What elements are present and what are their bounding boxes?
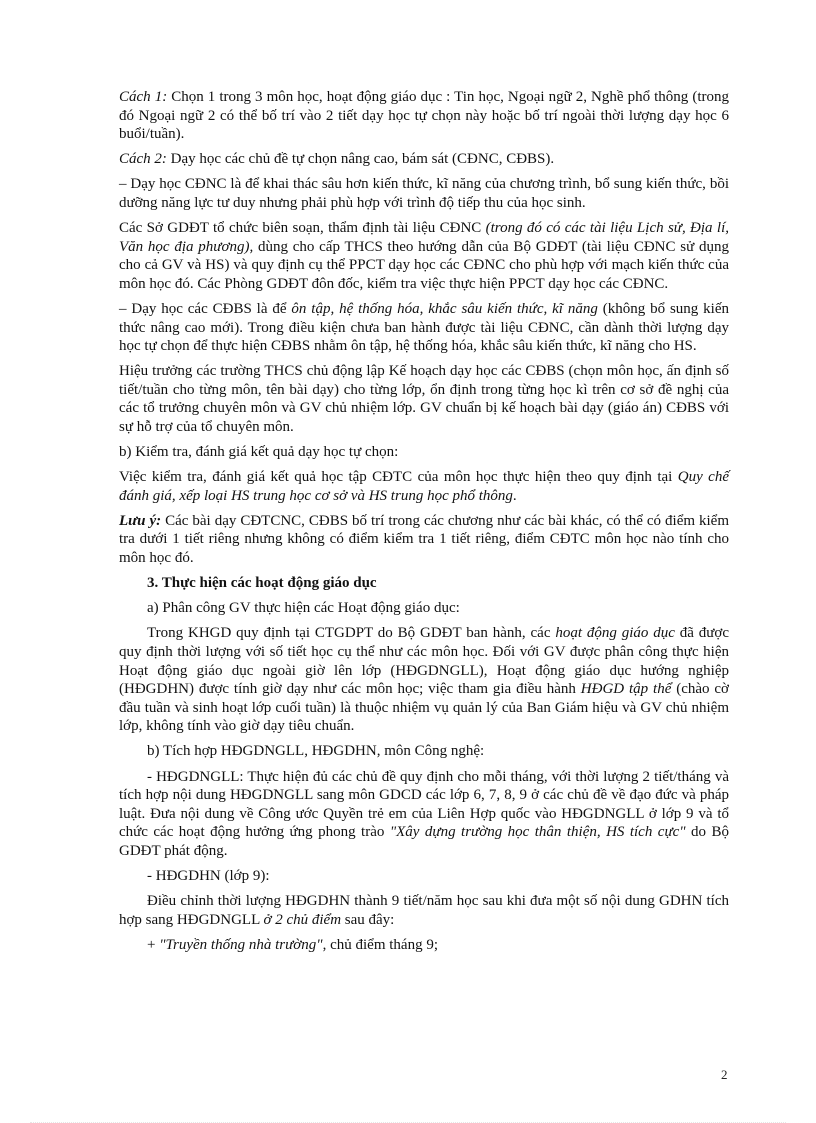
paragraph-hdgdhn-adjust [119,892,729,929]
text-run: , chủ điểm tháng 9; [322,936,438,953]
text-run: do Bộ GDĐT phát động. [119,824,729,859]
text-run: + [147,936,160,953]
paragraph-teacher-assignment-heading: a) Phân công GV thực hiện các Hoạt động giáo dục: [147,600,460,617]
cach-2-label: Cách 2: [119,151,167,168]
page-body [119,88,729,961]
cach-1-label: Cách 1: [119,89,168,105]
text-run: - HĐGDNGLL: Thực hiện đủ các chủ đề quy định cho mỗi tháng, với thời lượng 2 tiết/tháng và tích hợp nội dung HĐGDNGLL sang môn GDCD các lớp 6, 7, 8, 9 ở các chủ đề về đạo đức và pháp luật. Đưa nội dung về Công ước Quyền trẻ em của Liên Hợp quốc vào HĐGDNGLL ở lớp 9 và tổ chức các hoạt động hưởng ứng phong trào [119,768,729,841]
text-run: Trong KHGD quy định tại CTGDPT do Bộ GDĐT ban hành, các [147,625,556,642]
italic-run: Quy chế đánh giá, xếp loại HS trung học cơ sở và HS trung học phổ thông [119,469,729,504]
italic-run: hoạt động giáo dục [555,625,675,642]
note-label: Lưu ý: [119,512,162,529]
paragraph-cdbs-purpose [119,300,729,356]
paragraph-integration-heading: b) Tích hợp HĐGDNGLL, HĐGDHN, môn Công nghệ: [147,743,485,760]
text-run: (chào cờ đầu tuần và sinh hoạt lớp cuối tuần) là thuộc nhiệm vụ quản lý của Ban Giám hiệu và GV chủ nhiệm lớp, không tính vào giờ dạy tiêu chuẩn. [119,681,729,735]
paragraph-principal-plan: Hiệu trưởng các trường THCS chủ động lập Kế hoạch dạy học các CĐBS (chọn môn học, ấn định số tiết/tuần cho từng môn, tên bài dạy) cho từng lớp, ổn định trong từng học kì trên cơ sở đề nghị của các tổ trưởng chuyên môn và GV chủ nhiệm lớp. GV chuẩn bị kế hoạch bài dạy (giáo án) CĐBS với sự hỗ trợ của tổ chuyên môn. [119,363,729,435]
paragraph-cach-1 [119,88,729,144]
list-item-school-tradition [119,936,729,955]
note-text: Các bài dạy CĐTCNC, CĐBS bố trí trong các chương như các bài khác, có thể có điểm kiểm tra dưới 1 tiết riêng nhưng không có điểm kiểm tra 1 tiết riêng, điểm CĐTC môn học nào tính cho môn học đó. [119,512,729,567]
italic-run: (trong đó có các tài liệu Lịch sử, Địa lí, Văn học địa phương), [119,220,729,255]
paragraph-assessment-heading: b) Kiểm tra, đánh giá kết quả dạy học tự chọn: [119,444,399,461]
paragraph-cdnc-materials [119,219,729,293]
text-run: sau đây: [341,911,395,928]
italic-run: HĐGD tập thể [580,681,672,698]
paragraph-hdgdhn-heading: - HĐGDHN (lớp 9): [147,867,270,884]
italic-run: ôn tập, hệ thống hóa, khắc sâu kiến thức, kĩ năng [291,300,598,317]
text-run: Điều chỉnh thời lượng HĐGDHN thành 9 tiết/năm học sau khi đưa một số nội dung GDHN tích hợp sang HĐGDNGLL [119,893,729,928]
text-run: – Dạy học các CĐBS là để [119,300,292,317]
paragraph-hdgdngll [119,768,729,861]
paragraph-note [119,512,729,568]
text-run: (không bổ sung kiến thức nâng cao mới). Trong điều kiện chưa ban hành được tài liệu CĐNC, cần dành thời lượng dạy học tự chọn để thực hiện CĐBS nhằm ôn tập, hệ thống hóa, khắc sâu kiến thức, kĩ năng cho HS. [119,300,729,355]
text-run: dùng cho cấp THCS theo hướng dẫn của Bộ GDĐT (tài liệu CĐNC sử dụng cho cả GV và HS) và quy định cụ thể PPCT dạy học các CĐNC cho phù hợp với mạch kiến thức của môn học đó. Các Phòng GDĐT đôn đốc, kiểm tra việc thực hiện PPCT dạy học các CĐNC. [119,238,730,292]
paragraph-assessment [119,468,729,505]
page-number: 2 [721,1067,728,1082]
text-run: Các Sở GDĐT tổ chức biên soạn, thẩm định tài liệu CĐNC [119,220,486,237]
text-run: Việc kiểm tra, đánh giá kết quả học tập CĐTC của môn học thực hiện theo quy định tại [119,469,678,486]
paragraph-cach-2 [119,150,729,169]
italic-run: "Xây dựng trường học thân thiện, HS tích cực" [389,824,686,841]
paragraph-teacher-assignment [119,624,729,736]
section-heading-3: 3. Thực hiện các hoạt động giáo dục [147,575,377,592]
italic-run: ở 2 chủ điểm [263,911,342,928]
text-run: . [512,487,517,504]
text-run: đã được quy định thời lượng với số tiết học cụ thể như các môn học. Đối với GV được phân công thực hiện Hoạt động giáo dục ngoài giờ lên lớp (HĐGDNGLL), Hoạt động giáo dục hướng nghiệp (HĐGDHN) được tính giờ dạy như các môn học; việc tham gia điều hành [119,625,730,698]
paragraph-cdnc-purpose: – Dạy học CĐNC là để khai thác sâu hơn kiến thức, kĩ năng của chương trình, bổ sung kiến thức, bồi dưỡng năng lực tư duy nhưng phải phù hợp với trình độ tiếp thu của học sinh. [119,176,729,211]
italic-run: "Truyền thống nhà trường" [159,936,323,953]
cach-1-text: Chọn 1 trong 3 môn học, hoạt động giáo dục : Tin học, Ngoại ngữ 2, Nghề phổ thông (trong đó Ngoại ngữ 2 có thể bố trí vào 2 tiết dạy học tự chọn này hoặc bố trí ngoài thời lượng dạy học 6 buổi/tuần). [119,89,729,143]
cach-2-text: Dạy học các chủ đề tự chọn nâng cao, bám sát (CĐNC, CĐBS). [166,151,555,168]
